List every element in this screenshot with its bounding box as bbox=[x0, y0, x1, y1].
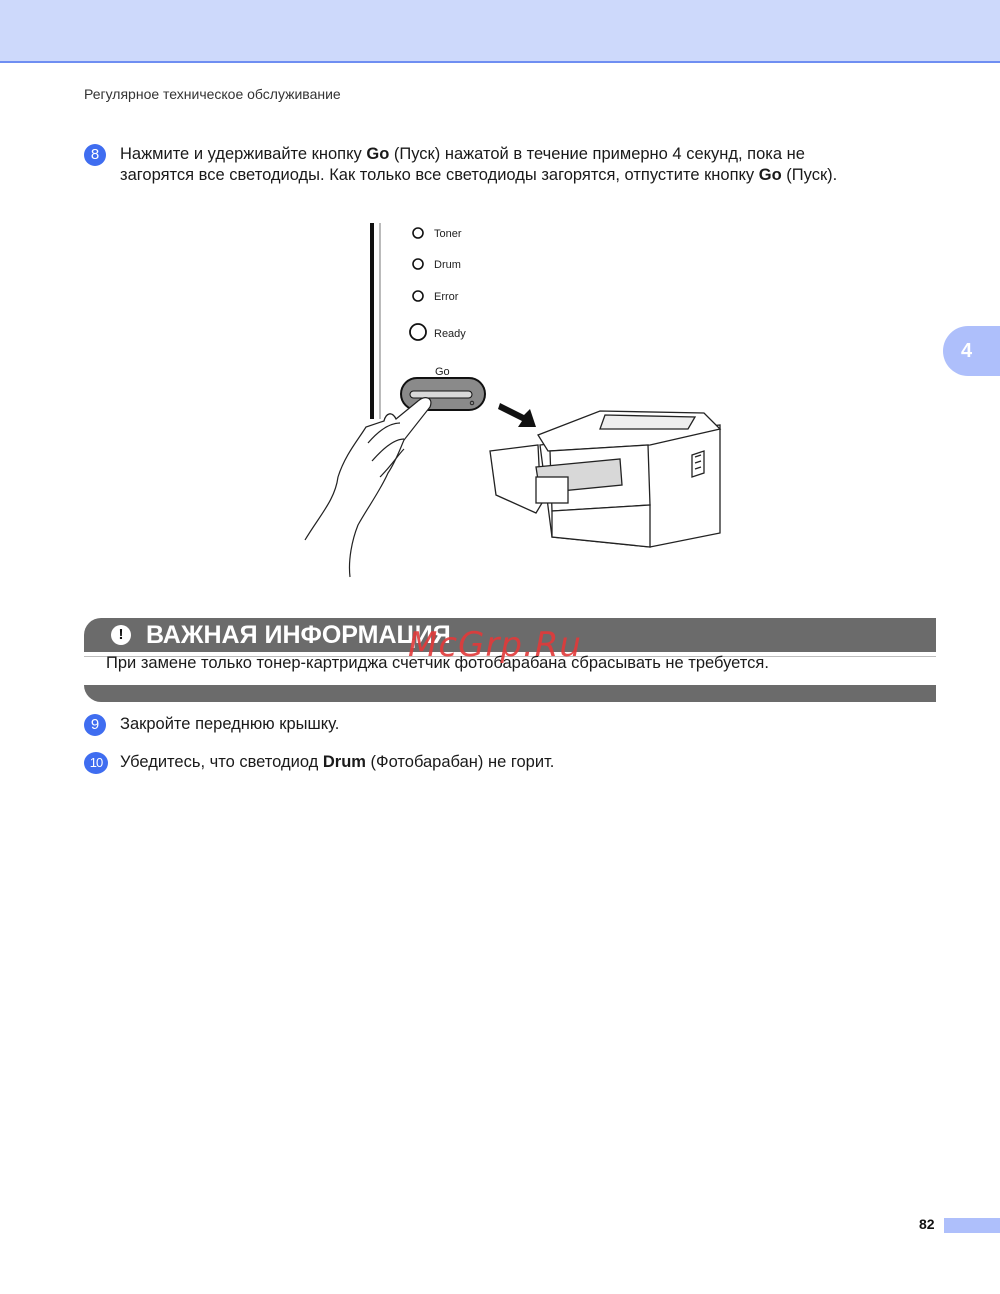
led-toner bbox=[413, 228, 462, 240]
led-label: Drum bbox=[434, 259, 461, 271]
running-header: Регулярное техническое обслуживание bbox=[84, 86, 341, 102]
step-number: 9 bbox=[84, 714, 106, 736]
pressing-hand bbox=[305, 398, 431, 577]
page-number-bar bbox=[944, 1218, 1000, 1233]
important-footer bbox=[84, 685, 936, 702]
step-number: 8 bbox=[84, 144, 106, 166]
top-header-band bbox=[0, 0, 1000, 63]
led-ready bbox=[410, 324, 466, 340]
printer-control-panel-illustration bbox=[300, 215, 730, 585]
panel-edge bbox=[370, 223, 374, 419]
led-label: Error bbox=[434, 291, 459, 303]
go-label: Go bbox=[435, 366, 450, 378]
insert-arrow bbox=[498, 403, 536, 427]
step-text: Нажмите и удерживайте кнопку Go (Пуск) нажатой в течение примерно 4 секунд, пока не загорятся все светодиоды. Как только все светодиоды загорятся, отпустите кнопку Go (Пуск). bbox=[120, 145, 838, 184]
watermark: McGrp.Ru bbox=[408, 625, 582, 665]
chapter-tab: 4 bbox=[943, 326, 1000, 376]
led-label: Ready bbox=[434, 328, 466, 340]
step-text: Закройте переднюю крышку. bbox=[120, 715, 340, 733]
step-number: 10 bbox=[84, 752, 108, 774]
important-text: При замене только тонер-картриджа счетчик фотобарабана сбрасывать не требуется. bbox=[106, 654, 769, 672]
important-title: ВАЖНАЯ ИНФОРМАЦИЯ bbox=[146, 621, 451, 649]
page-number: 82 bbox=[919, 1216, 935, 1232]
step-text: Убедитесь, что светодиод Drum (Фотобарабан) не горит. bbox=[120, 753, 555, 771]
exclamation-icon: ! bbox=[111, 625, 131, 645]
led-error bbox=[413, 291, 459, 303]
led-drum bbox=[413, 259, 461, 271]
led-label: Toner bbox=[434, 228, 462, 240]
printer-drawing bbox=[490, 411, 720, 547]
